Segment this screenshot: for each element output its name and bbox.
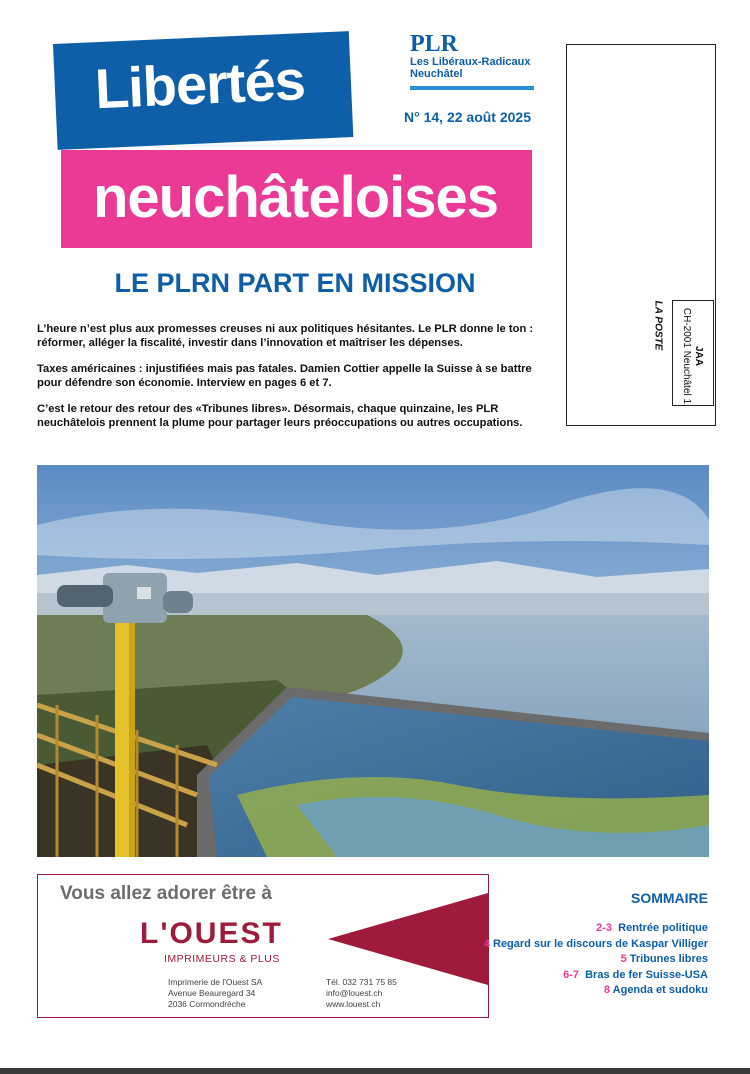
sommaire-label: Rentrée politique: [618, 922, 708, 934]
ad-subtitle: IMPRIMEURS & PLUS: [164, 953, 280, 965]
jaa-address: CH-2001 Neuchâtel 1: [681, 307, 692, 405]
sommaire-page: 8: [603, 984, 610, 996]
ad-address-line: Avenue Beauregard 34: [168, 988, 256, 998]
plr-logo-line2: Neuchâtel: [410, 68, 463, 80]
plr-logo-bar: [410, 86, 534, 90]
plr-logo-big: PLR: [410, 31, 458, 57]
jaa-text: [680, 293, 704, 419]
sommaire-title: SOMMAIRE: [631, 890, 708, 906]
cover-photo-illustration: [37, 465, 709, 857]
ad-phone: Tél. 032 731 75 85: [326, 977, 397, 987]
sommaire-page: 5: [620, 953, 627, 965]
ad-website: www.louest.ch: [326, 999, 381, 1009]
bottom-border: [0, 1068, 750, 1074]
sommaire-item[interactable]: [480, 952, 708, 968]
ad-email: info@louest.ch: [326, 988, 383, 998]
ad-brand: L'OUEST: [140, 917, 283, 950]
sommaire-list: [480, 921, 708, 999]
ad-address: [168, 977, 262, 1010]
issue-number: N° 14, 22 août 2025: [404, 109, 531, 125]
sommaire-item[interactable]: [480, 968, 708, 984]
advertisement[interactable]: [37, 874, 489, 1018]
intro-text: [37, 323, 552, 443]
ad-address-line: 2036 Cormondrèche: [168, 999, 246, 1009]
sommaire-item[interactable]: [480, 921, 708, 937]
intro-paragraph: L’heure n’est plus aux promesses creuses ni aux politiques hésitantes. Le PLR donne le ton : réformer, alléger la fiscalité, investir dans l’innovation et maîtriser les dépenses.: [37, 323, 534, 349]
la-poste-logo: LA POSTE: [652, 300, 664, 351]
sommaire-label: Agenda et sudoku: [612, 984, 708, 996]
cover-photo: [37, 465, 709, 857]
masthead-title-line2-block: [61, 150, 532, 248]
plr-logo: [410, 32, 534, 90]
masthead-title-line1: Libertés: [93, 48, 307, 121]
sommaire-label: Tribunes libres: [629, 953, 708, 965]
sommaire-item[interactable]: [480, 983, 708, 999]
sommaire-page: 4: [483, 937, 490, 950]
sommaire-page: 6-7: [563, 968, 579, 981]
intro-paragraph: C’est le retour des retour des «Tribunes libres». Désormais, chaque quinzaine, les PLR neuchâtelois prennent la plume pour partager leurs préoccupations ou autres occupations.: [37, 403, 523, 429]
ad-address-line: Imprimerie de l'Ouest SA: [168, 977, 263, 987]
ad-arrow-shape: [328, 893, 488, 985]
sommaire-label: Regard sur le discours de Kaspar Villiger: [493, 937, 708, 950]
jaa-label: JAA: [693, 345, 704, 366]
ad-headline: Vous allez adorer être à: [60, 883, 272, 904]
sommaire-page: 2-3: [596, 922, 613, 934]
sommaire-label: Bras de fer Suisse-USA: [585, 968, 708, 981]
sommaire-item[interactable]: [480, 937, 708, 953]
masthead-title-line2: neuchâteloises: [93, 165, 499, 230]
plr-logo-line1: Les Libéraux-Radicaux: [410, 56, 531, 68]
masthead-title-line1-block: [53, 31, 353, 150]
main-headline: LE PLRN PART EN MISSION: [114, 268, 476, 298]
intro-paragraph: Taxes américaines : injustifiées mais pas fatales. Damien Cottier appelle la Suisse à se battre pour défendre son économie. Interview en pages 6 et 7.: [37, 363, 532, 389]
